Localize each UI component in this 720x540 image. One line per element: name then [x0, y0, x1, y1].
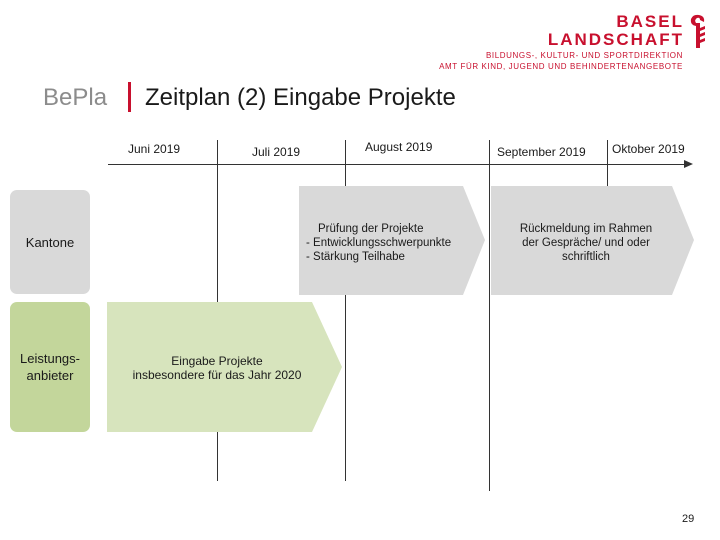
- row-label-leistungsanbieter-line2: anbieter: [26, 368, 74, 383]
- arrow-rueckmeldung-text: [497, 222, 675, 264]
- rueckmeldung-line2: der Gespräche/ und oder: [522, 237, 650, 249]
- pruefung-line2: - Entwicklungsschwerpunkte: [306, 237, 452, 249]
- row-label-kantone-text: Kantone: [25, 234, 75, 250]
- arrow-pruefung-text: [306, 222, 451, 264]
- month-label-juli: Juli 2019: [252, 145, 301, 159]
- department-line-2: AMT FÜR KIND, JUGEND UND BEHINDERTENANGEBOTE: [439, 62, 683, 71]
- department-line-1: BILDUNGS-, KULTUR- UND SPORTDIREKTION: [485, 51, 683, 60]
- rueckmeldung-line1: Rückmeldung im Rahmen: [519, 223, 653, 235]
- eingabe-line1: Eingabe Projekte: [171, 354, 263, 368]
- row-label-leistungsanbieter-line1: Leistungs-: [20, 351, 80, 366]
- rueckmeldung-line3: schriftlich: [562, 251, 610, 263]
- month-label-oktober: Oktober 2019: [612, 142, 685, 156]
- page-title: Zeitplan (2) Eingabe Projekte: [145, 84, 456, 111]
- pruefung-line3: - Stärkung Teilhabe: [306, 251, 405, 263]
- arrow-eingabe-text: [112, 354, 322, 382]
- month-label-august: August 2019: [365, 140, 433, 154]
- logo-text-basel: BASEL: [616, 12, 684, 31]
- month-label-september: September 2019: [497, 145, 586, 159]
- logo-text-landschaft: LANDSCHAFT: [547, 30, 684, 49]
- page-number: 29: [682, 513, 695, 525]
- pruefung-line1: Prüfung der Projekte: [318, 223, 424, 235]
- month-label-juni: Juni 2019: [128, 142, 181, 156]
- eingabe-line2: insbesondere für das Jahr 2020: [132, 368, 302, 382]
- brand-label: BePla: [43, 84, 108, 111]
